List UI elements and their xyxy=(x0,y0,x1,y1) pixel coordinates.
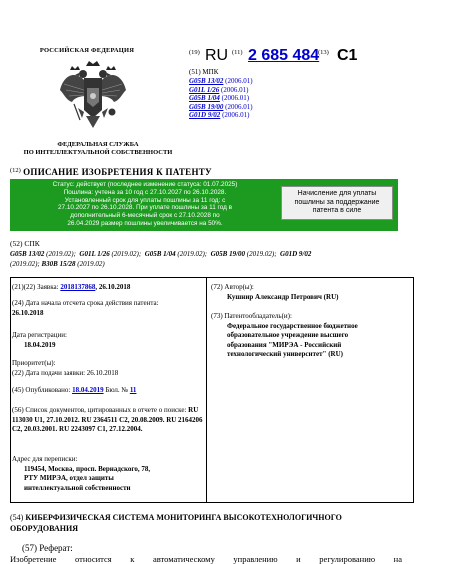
mpk-code-link[interactable]: G05B 1/04 xyxy=(189,94,220,102)
published-label: (45) Опубликовано: xyxy=(12,386,71,394)
code-11: (11) xyxy=(232,49,243,56)
spk-code: G05B 13/02 xyxy=(10,250,45,258)
mpk-item xyxy=(189,86,253,95)
country-title: РОССИЙСКАЯ ФЕДЕРАЦИЯ xyxy=(39,47,135,54)
status-line: 26.04.2029 размер пошлины увеличивается на 50%. xyxy=(67,219,223,227)
start-date-label: (24) Дата начала отсчета срока действия патента: xyxy=(12,299,159,307)
holder-field xyxy=(211,312,409,360)
application-date: , 26.10.2018 xyxy=(95,283,131,291)
spk-code: G01D 9/02 xyxy=(280,250,312,258)
spk-version: (2019.02); xyxy=(246,250,277,258)
agency-line1: ФЕДЕРАЛЬНАЯ СЛУЖБА xyxy=(57,141,139,148)
patent-number-link[interactable]: 2 685 484 xyxy=(248,47,320,64)
code-13: (13) xyxy=(318,49,329,56)
application-label: (21)(22) Заявка: xyxy=(12,283,59,291)
mpk-item xyxy=(189,111,253,120)
holder-line: технологический университет" (RU) xyxy=(227,350,343,358)
start-date-field xyxy=(12,299,204,318)
address-field xyxy=(12,455,204,493)
address-line: интеллектуальной собственности xyxy=(24,483,131,492)
author-name: Кушнир Александр Петрович (RU) xyxy=(227,292,339,301)
mpk-version: (2006.01) xyxy=(221,85,249,94)
mpk-version: (2006.01) xyxy=(225,102,253,111)
address-line: РТУ МИРЭА, отдел защиты xyxy=(24,474,114,482)
bulletin-label: Бюл. № xyxy=(105,386,129,394)
mpk-version: (2006.01) xyxy=(222,111,250,119)
invention-title xyxy=(10,513,405,534)
table-divider xyxy=(206,277,207,503)
invention-title-code: (54) xyxy=(10,513,24,522)
mpk-label: (51) МПК xyxy=(189,68,219,76)
mpk-item xyxy=(189,77,253,86)
mpk-item xyxy=(189,103,253,112)
status-text xyxy=(16,181,274,228)
registration-label: Дата регистрации: xyxy=(12,331,67,339)
holder-line: образовательное учреждение высшего xyxy=(227,331,349,339)
mpk-code-link[interactable]: G05B 13/02 xyxy=(189,77,224,85)
author-label: (72) Автор(ы): xyxy=(211,283,254,291)
mpk-code-link[interactable]: G01D 9/02 xyxy=(189,111,221,119)
priority-text: (22) Дата подачи заявки: 26.10.2018 xyxy=(12,368,119,377)
coat-of-arms-emblem xyxy=(56,60,130,130)
status-line: Статус: действует (последнее изменение статуса: 01.07.2025) xyxy=(52,181,238,188)
mpk-version: (2006.01) xyxy=(225,77,253,85)
fee-calculation-button[interactable]: Начисление для уплаты пошлины за поддержание патента в силе xyxy=(281,186,393,220)
holder-label: (73) Патентообладатель(и): xyxy=(211,312,292,320)
status-line: дополнительный 6-месячный срок с 27.10.2028 по xyxy=(70,212,220,220)
spk-code: G01L 1/26 xyxy=(79,250,110,258)
abstract-text: Изобретение относится к автоматическому управлению и регулированию на xyxy=(10,554,402,564)
document-title xyxy=(10,167,212,177)
author-field xyxy=(211,283,409,302)
status-line: Пошлина: учтена за 10 год с 27.10.2027 по 26.10.2028. xyxy=(63,188,227,196)
spk-version: (2019.02); xyxy=(46,250,76,258)
status-line: Установленный срок для уплаты пошлины за 11 год: с xyxy=(64,196,226,204)
agency-line2: ПО ИНТЕЛЛЕКТУАЛЬНОЙ СОБСТВЕННОСТИ xyxy=(23,149,173,156)
priority-field xyxy=(12,359,204,378)
published-date-link[interactable]: 18.04.2019 xyxy=(72,386,104,394)
holder-line: образования "МИРЭА - Российский xyxy=(227,340,342,349)
mpk-item xyxy=(189,94,253,103)
application-number-link[interactable]: 2018137868 xyxy=(60,283,96,291)
title-text: ОПИСАНИЕ ИЗОБРЕТЕНИЯ К ПАТЕНТУ xyxy=(23,167,212,177)
address-label: Адрес для переписки: xyxy=(12,455,78,463)
documents-text: RU 113030 U1, 27.10.2012. RU 2364511 C2, 20.08.2009. RU 2164206 C2, 20.03.2001. RU 2243097 C1, 27.12.2004. xyxy=(12,406,203,433)
mpk-version: (2006.01) xyxy=(221,94,250,102)
registration-field xyxy=(12,331,204,350)
priority-label: Приоритет(ы): xyxy=(12,359,56,367)
mpk-list xyxy=(189,77,253,120)
spk-codes xyxy=(10,249,410,269)
spk-version: (2019.02) xyxy=(77,260,105,268)
mpk-code-link[interactable]: G05B 19/00 xyxy=(189,102,224,111)
spk-version: (2019.02); xyxy=(10,260,40,268)
spk-code: G05B 19/00 xyxy=(210,250,246,258)
spk-code: G05B 1/04 xyxy=(144,250,176,258)
abstract-label: (57) Реферат: xyxy=(22,543,73,553)
published-field xyxy=(12,386,204,396)
agency-name xyxy=(10,141,186,157)
documents-label: (56) Список документов, цитированных в отчете о поиске: xyxy=(12,406,187,414)
status-line: 27.10.2027 по 26.10.2028. При уплате пошлины за 11 год в xyxy=(57,204,233,212)
registration-date: 18.04.2019 xyxy=(24,340,56,349)
spk-version: (2019.02); xyxy=(177,250,208,258)
start-date-value: 26.10.2018 xyxy=(12,308,44,317)
mpk-code-link[interactable]: G01L 1/26 xyxy=(189,85,220,94)
invention-title-text: КИБЕРФИЗИЧЕСКАЯ СИСТЕМА МОНИТОРИНГА ВЫСОКОТЕХНОЛОГИЧНОГО ОБОРУДОВАНИЯ xyxy=(10,513,342,533)
title-code: (12) xyxy=(10,167,21,174)
bulletin-number-link[interactable]: 11 xyxy=(129,386,137,394)
spk-label: (52) СПК xyxy=(10,239,40,248)
code-19: (19) xyxy=(189,49,200,56)
spk-version: (2019.02); xyxy=(111,250,142,258)
address-line: 119454, Москва, просп. Вернадского, 78, xyxy=(24,464,151,473)
application-field xyxy=(12,283,204,293)
country-code: RU xyxy=(205,47,229,64)
kind-code: C1 xyxy=(337,47,358,64)
holder-line: Федеральное государственное бюджетное xyxy=(227,321,358,330)
documents-field xyxy=(12,406,204,435)
spk-code: B30B 15/28 xyxy=(41,260,76,268)
